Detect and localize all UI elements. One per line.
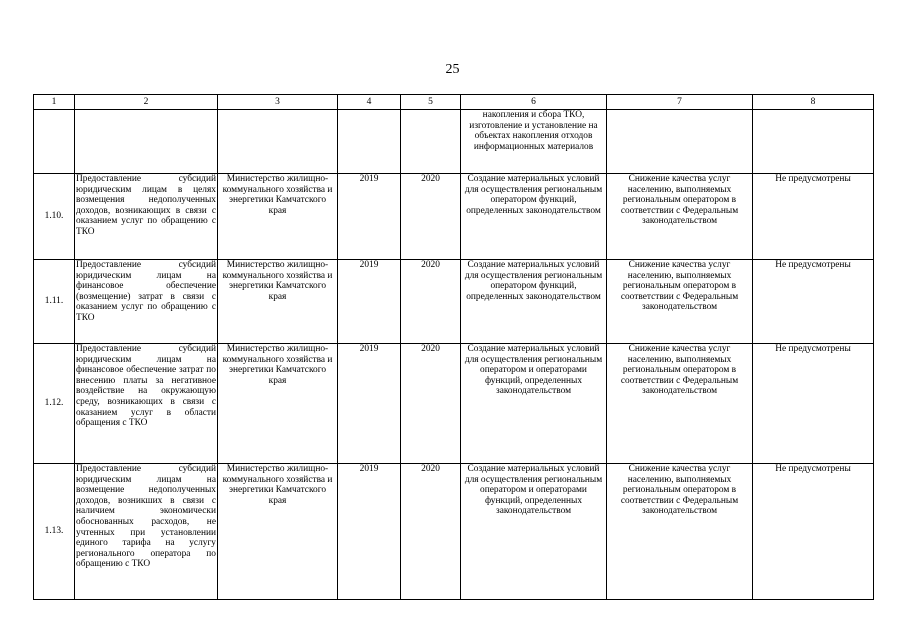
column-header: 8 (753, 95, 874, 110)
result-cell: Создание материальных условий для осуществления региональным оператором функций, определенных законодательством (461, 260, 607, 344)
note-cell: Не предусмотрены (753, 260, 874, 344)
column-header: 6 (461, 95, 607, 110)
row-number: 1.11. (34, 260, 75, 344)
consequences-cell: Снижение качества услуг населению, выполняемых региональным оператором в соответствии с Федеральным законодательством (607, 260, 753, 344)
column-header: 7 (607, 95, 753, 110)
row-number: 1.10. (34, 174, 75, 260)
executor-cell: Министерство жилищно-коммунального хозяйства и энергетики Камчатского края (218, 344, 338, 464)
consequences-cell: Снижение качества услуг населению, выполняемых региональным оператором в соответствии с Федеральным законодательством (607, 464, 753, 600)
end-year-cell: 2020 (401, 344, 461, 464)
consequences-cell: Снижение качества услуг населению, выполняемых региональным оператором в соответствии с Федеральным законодательством (607, 344, 753, 464)
measure-cell: Предоставление субсидий юридическим лицам в целях возмещения недополученных доходов, возникающих в связи с оказанием услуг по обращению с ТКО (75, 174, 218, 260)
note-cell: Не предусмотрены (753, 174, 874, 260)
measure-cell: Предоставление субсидий юридическим лицам на финансовое обеспечение (возмещение) затрат в связи с оказанием услуг по обращению с ТКО (75, 260, 218, 344)
consequences-cell: Снижение качества услуг населению, выполняемых региональным оператором в соответствии с Федеральным законодательством (607, 174, 753, 260)
start-year-cell: 2019 (338, 174, 401, 260)
end-year-cell: 2020 (401, 260, 461, 344)
table-row (34, 464, 874, 600)
note-cell: Не предусмотрены (753, 464, 874, 600)
continuation-row (34, 110, 874, 174)
end-year-cell: 2020 (401, 174, 461, 260)
result-cell: Создание материальных условий для осуществления региональным оператором и операторами функций, определенных законодательством (461, 464, 607, 600)
table-row (34, 174, 874, 260)
table-row (34, 344, 874, 464)
measure-cell: Предоставление субсидий юридическим лицам на финансовое обеспечение затрат по внесению платы за негативное воздействие на окружающую среду, возникающих в связи с оказанием услуг в области обращения с ТКО (75, 344, 218, 464)
row-number: 1.13. (34, 464, 75, 600)
column-header: 4 (338, 95, 401, 110)
column-header: 3 (218, 95, 338, 110)
start-year-cell: 2019 (338, 464, 401, 600)
start-year-cell: 2019 (338, 344, 401, 464)
column-header: 5 (401, 95, 461, 110)
measure-cell: Предоставление субсидий юридическим лицам на возмещение недополученных доходов, возникших в связи с наличием экономически обоснованных расходов, не учтенных при установлении единого тарифа на услугу регионального оператора по обращению с ТКО (75, 464, 218, 600)
continuation-cell: накопления и сбора ТКО, изготовление и установление на объектах накопления отходов информационных материалов (461, 110, 607, 174)
column-numbers-row (34, 95, 874, 110)
column-header: 2 (75, 95, 218, 110)
row-number: 1.12. (34, 344, 75, 464)
result-cell: Создание материальных условий для осуществления региональным оператором и операторами функций, определенных законодательством (461, 344, 607, 464)
page-number: 25 (445, 62, 460, 77)
column-header: 1 (34, 95, 75, 110)
executor-cell: Министерство жилищно-коммунального хозяйства и энергетики Камчатского края (218, 174, 338, 260)
table-row (34, 260, 874, 344)
start-year-cell: 2019 (338, 260, 401, 344)
executor-cell: Министерство жилищно-коммунального хозяйства и энергетики Камчатского края (218, 260, 338, 344)
end-year-cell: 2020 (401, 464, 461, 600)
measures-table (33, 94, 874, 600)
result-cell: Создание материальных условий для осуществления региональным оператором функций, определенных законодательством (461, 174, 607, 260)
executor-cell: Министерство жилищно-коммунального хозяйства и энергетики Камчатского края (218, 464, 338, 600)
note-cell: Не предусмотрены (753, 344, 874, 464)
